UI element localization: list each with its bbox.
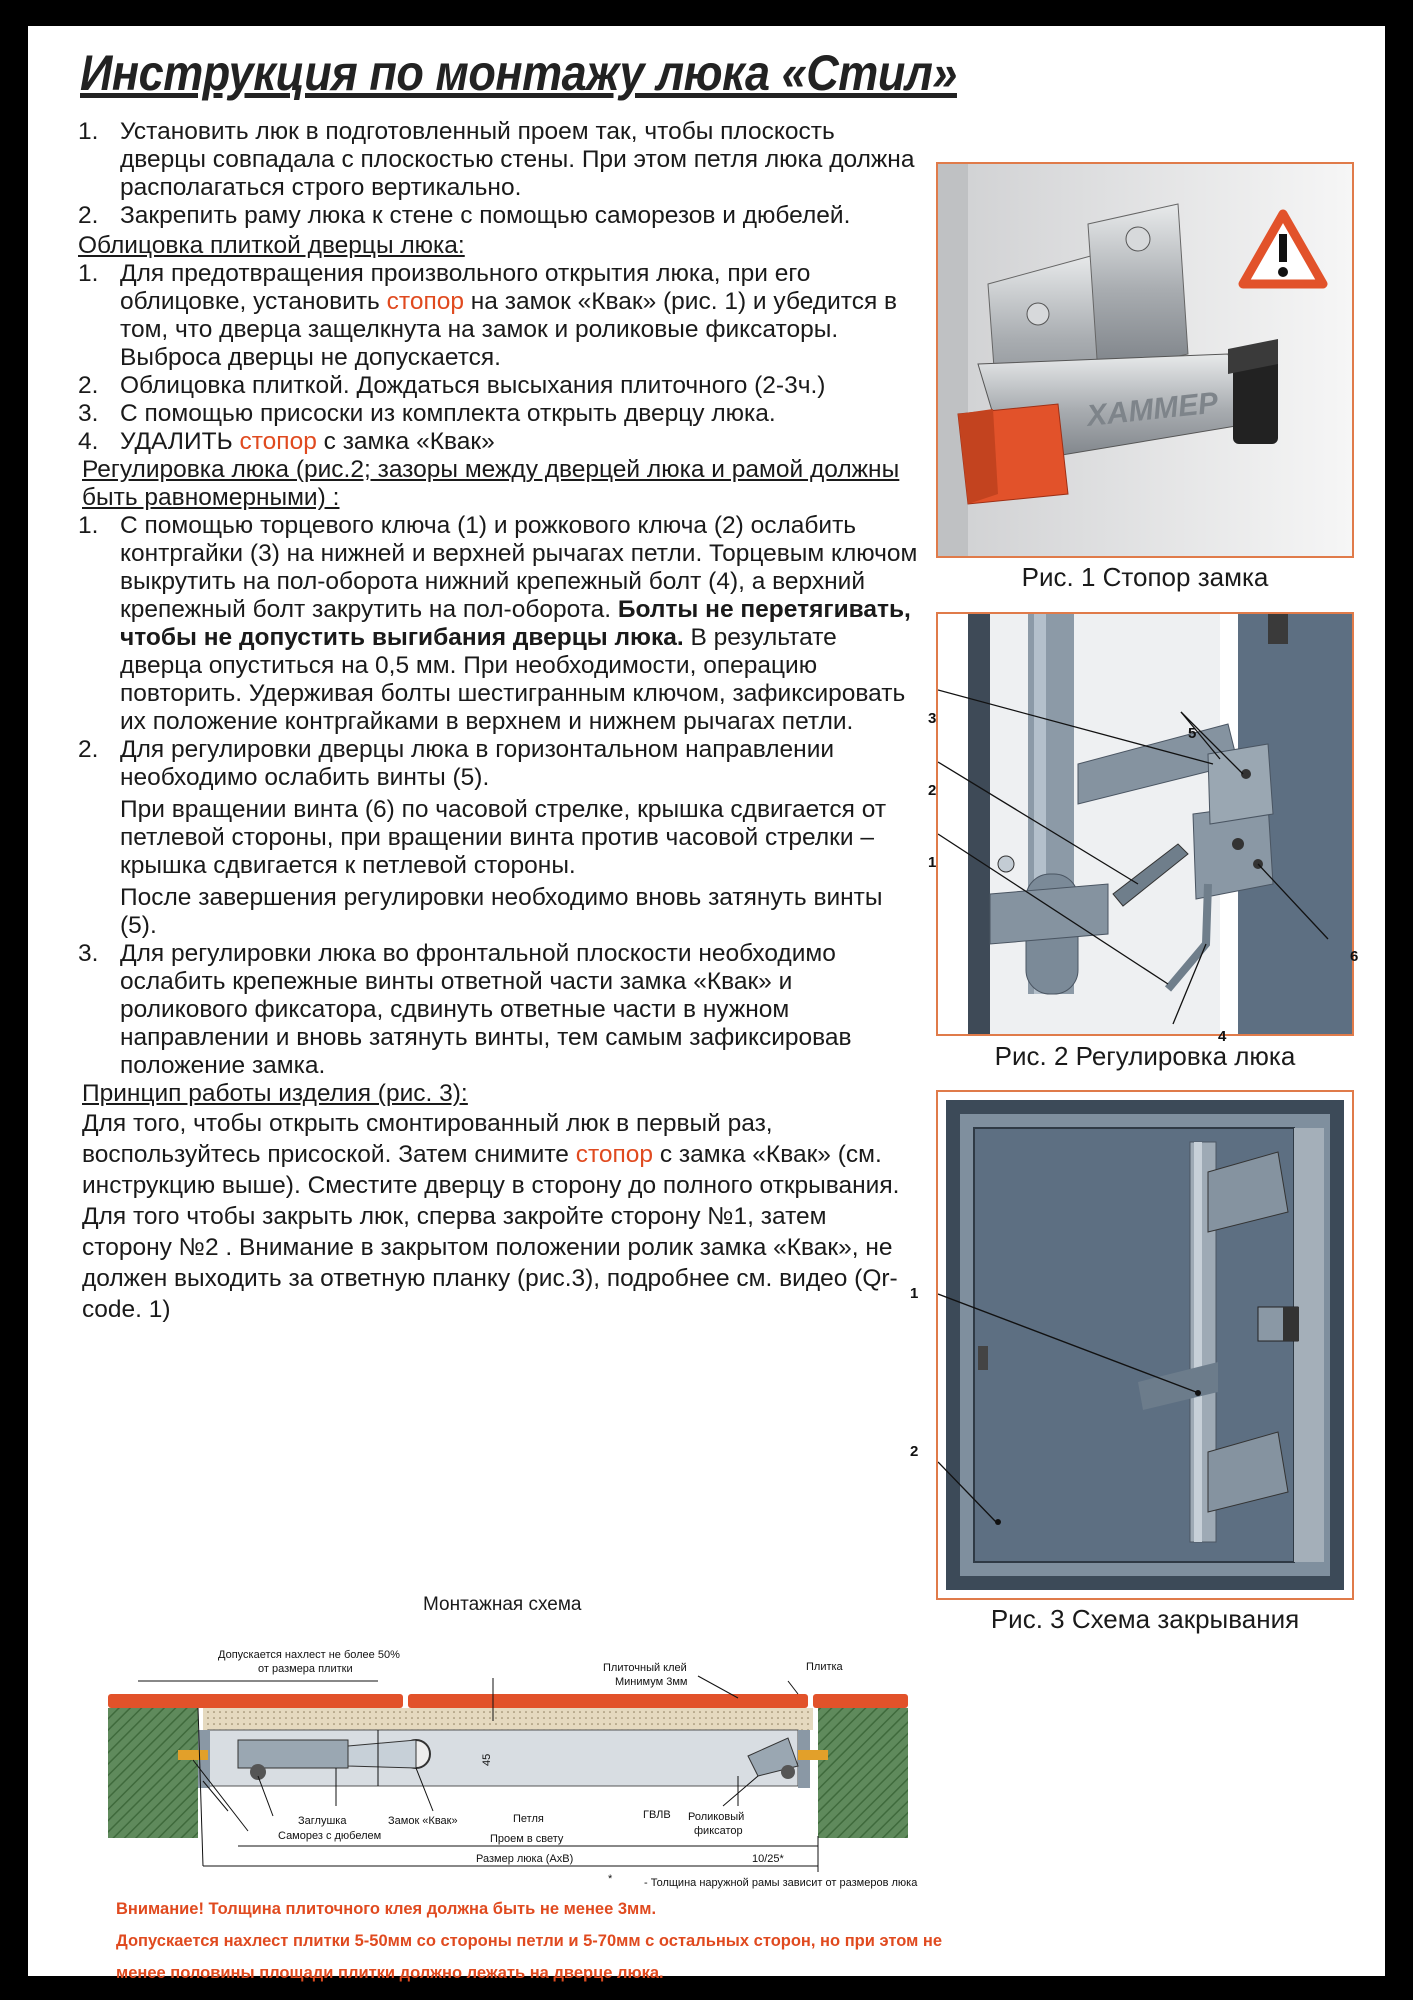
overlap-label: Допускается нахлест не более 50% (218, 1649, 400, 1661)
item-text: Для регулировки люка во фронтальной плоскости необходимо ослабить крепежные винты ответной части замка «Квак» и роликового фиксатора, сдвинуть ответные части в нужном направлении и вновь затянуть винты, тем самым зафиксировав положение замка. (120, 940, 852, 1079)
bold-warning: Болты не перетягивать, чтобы не допустить выгибания дверцы люка. (120, 596, 911, 651)
principle-heading-text: Принцип работы изделия (рис. 3): (82, 1080, 468, 1107)
list-item (78, 260, 918, 372)
warning-3: менее половины площади плитки должно лежать на дверце люка. (116, 1964, 664, 1982)
dim-45-label: 45 (481, 1753, 493, 1766)
glue-label-2: Минимум 3мм (615, 1676, 688, 1688)
opening-label: Проем в свету (490, 1833, 564, 1845)
item-text: с замка «Квак» (316, 428, 495, 455)
screw-label: Саморез с дюбелем (278, 1830, 382, 1842)
figure-1-caption: Рис. 1 Стопор замка (1021, 562, 1269, 592)
callout-2: 2 (910, 1443, 919, 1460)
warning-1: Внимание! Толщина плиточного клея должна быть не менее 3мм. (116, 1900, 657, 1918)
plug-label: Заглушка (298, 1815, 347, 1827)
adjust-heading (78, 456, 918, 512)
list-item (78, 202, 918, 230)
item-text: С помощью присоски из комплекта открыть дверцу люка. (120, 400, 776, 427)
item-text: Закрепить раму люка к стене с помощью саморезов и дюбелей. (120, 202, 851, 229)
item-number: 4. (78, 428, 99, 455)
brand-lettering: ХАММЕР (1085, 386, 1220, 433)
item-text: на замок «Квак» (рис. 1) и убедится в том, что дверца защелкнута на замок и роликовые фиксаторы. Выброса дверцы не допускается. (120, 288, 898, 371)
list-item (78, 118, 918, 202)
list-item (78, 736, 918, 940)
principle-text (78, 1108, 918, 1325)
item-text: В результате дверца опуститься на 0,5 мм. При необходимости, операцию повторить. Удерживая болты шестигранным ключом, зафиксировать их положение контргайками в верхнем и нижнем рычагах петли. (120, 624, 906, 735)
install-list (78, 118, 918, 230)
lock-stopper-illustration (938, 164, 1352, 556)
adjust-heading-text: Регулировка люка (рис.2; зазоры между дверцей люка и рамой должны быть равномерными) : (82, 456, 900, 511)
item-number: 2. (78, 372, 99, 399)
figure-1-stopper (936, 162, 1354, 558)
callout-4: 4 (1218, 1028, 1227, 1045)
figure-3-callouts (898, 1276, 938, 1476)
list-item (78, 512, 918, 736)
principle-part: Для того, чтобы открыть смонтированный люк в первый раз, воспользуйтесь присоской. Затем снимите (82, 1110, 773, 1168)
roller-label: Роликовый (688, 1811, 745, 1823)
list-item (78, 372, 918, 400)
list-item (78, 428, 918, 456)
dim-10-label: 10/25* (752, 1853, 784, 1865)
principle-part: с замка «Квак» (см. инструкцию выше). Сместите дверцу в сторону до полного открывания. Для того чтобы закрыть люк, сперва закройте сторону №1, затем сторону №2 . Внимание в закрытом положении ролик замка «Квак», не должен выходить за ответную планку (рис.3), подробнее см. видео (Qr-code. 1) (82, 1141, 900, 1323)
callout-3: 3 (928, 710, 937, 727)
principle-heading (78, 1080, 918, 1108)
adjust-list (78, 512, 918, 1080)
item-paragraph: При вращении винта (6) по часовой стрелке, крышка сдвигается от петлевой стороны, при вращении винта против часовой стрелки – крышка сдвигается к петлевой стороны. (120, 796, 887, 879)
item-text: С помощью торцевого ключа (1) и рожкового ключа (2) ослабить контргайки (3) на нижней и верхней рычагах петли. Торцевым ключом выкрутить на пол-оборота нижний крепежный болт (4), а верхний крепежный болт закрутить на пол-оборота. (120, 512, 918, 623)
figure-2-caption: Рис. 2 Регулировка люка (994, 1041, 1296, 1071)
overlap-label-2: от размера плитки (258, 1663, 353, 1675)
item-paragraph: После завершения регулировки необходимо вновь затянуть винты (5). (120, 884, 883, 939)
asterisk-label: * (608, 1873, 613, 1885)
callout-6: 6 (1350, 948, 1359, 965)
tile-list (78, 260, 918, 456)
glue-label: Плиточный клей (603, 1662, 687, 1674)
item-text: Установить люк в подготовленный проем так, чтобы плоскость дверцы совпадала с плоскостью стены. При этом петля люка должна располагаться строго вертикально. (120, 118, 915, 201)
hinge-label: Петля (513, 1813, 544, 1825)
item-number: 1. (78, 118, 99, 145)
item-number: 2. (78, 202, 99, 229)
list-item (78, 400, 918, 428)
figure-2-callouts (898, 686, 1368, 1046)
size-label: Размер люка (АхВ) (476, 1853, 574, 1865)
callout-1: 1 (910, 1285, 919, 1302)
figure-3-closing (936, 1090, 1354, 1600)
mounting-scheme (98, 1626, 978, 1896)
item-number: 1. (78, 512, 99, 539)
stopper-word: стопор (239, 428, 317, 455)
closing-scheme-illustration (938, 1092, 1352, 1598)
figure-3-caption: Рис. 3 Схема закрывания (990, 1604, 1300, 1634)
item-number: 3. (78, 940, 99, 967)
instructions-text (78, 118, 918, 1325)
page (28, 26, 1385, 1982)
item-text: Для регулировки дверцы люка в горизонтальном направлении необходимо ослабить винты (5). (120, 736, 835, 791)
callout-2: 2 (928, 782, 937, 799)
stopper-word: стопор (575, 1141, 654, 1168)
list-item (78, 940, 918, 1080)
callout-5: 5 (1188, 725, 1197, 742)
item-number: 2. (78, 736, 99, 763)
page-title: Инструкция по монтажу люка «Стил» (80, 45, 957, 101)
item-text: УДАЛИТЬ (120, 428, 240, 455)
gvlv-label: ГВЛВ (643, 1809, 671, 1821)
item-text: Для предотвращения произвольного открытия люка, при его облицовке, установить (120, 260, 811, 315)
callout-1: 1 (928, 854, 937, 871)
item-number: 1. (78, 260, 99, 287)
tile-label: Плитка (806, 1661, 843, 1673)
roller-label-2: фиксатор (694, 1825, 743, 1837)
tile-heading: Облицовка плиткой дверцы люка: (78, 232, 465, 259)
item-text: Облицовка плиткой. Дождаться высыхания плиточного (2-3ч.) (120, 372, 826, 399)
note-label: - Толщина наружной рамы зависит от размеров люка (644, 1877, 918, 1889)
warning-2: Допускается нахлест плитки 5-50мм со стороны петли и 5-70мм с остальных сторон, но при этом не (116, 1932, 943, 1950)
stopper-word: стопор (386, 288, 464, 315)
item-number: 3. (78, 400, 99, 427)
scheme-title: Монтажная схема (423, 1594, 582, 1615)
lock-label: Замок «Квак» (388, 1815, 458, 1827)
